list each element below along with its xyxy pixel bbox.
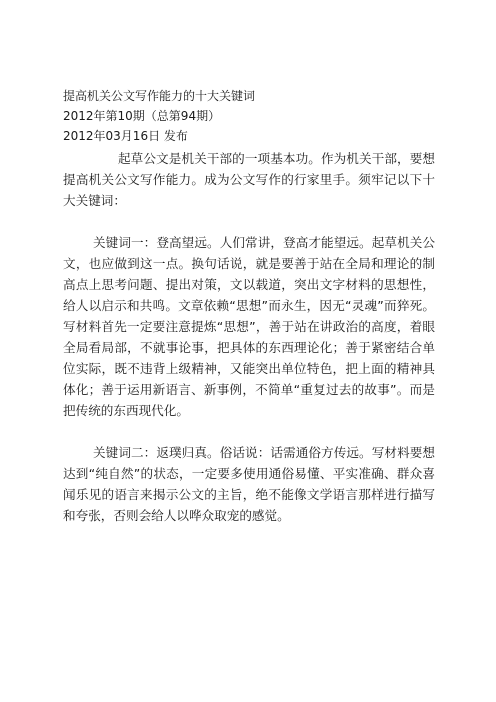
paragraph-spacer — [63, 421, 435, 442]
issue-number: 2012年第10期（总第94期） — [63, 109, 221, 123]
intro-paragraph: 起草公文是机关干部的一项基本功。作为机关干部，要想提高机关公文写作能力。成为公文写作的行家里手。须牢记以下十大关键词： — [63, 151, 435, 208]
document-page — [63, 88, 435, 526]
paragraph-spacer — [63, 211, 435, 232]
document-title: 提高机关公文写作能力的十大关键词 — [63, 89, 256, 103]
publish-date: 2012年03月16日 发布 — [63, 129, 188, 143]
keyword-paragraph-2: 关键词二：返璞归真。俗话说：话需通俗方传远。写材料要想达到“纯自然”的状态，一定要多使用通俗易懂、平实准确、群众喜闻乐见的语言来揭示公文的主旨，绝不能像文学语言那样进行描写和夸张，否则会给人以哗众取宠的感觉。 — [63, 445, 435, 523]
keyword-paragraph-1: 关键词一：登高望远。人们常讲，登高才能望远。起草机关公文，也应做到这一点。换句话说，就是要善于站在全局和理论的制高点上思考问题、提出对策，文以载道，突出文字材料的思想性，给人以启示和共鸣。文章依赖“思想”而永生，因无“灵魂”而猝死。写材料首先一定要注意提炼“思想”，善于站在讲政治的高度，着眼全局看局部，不就事论事，把具体的东西理论化；善于紧密结合单位实际，既不违背上级精神，又能突出单位特色，把上面的精神具体化；善于运用新语言、新事例，不简单“重复过去的故事”。而是把传统的东西现代化。 — [63, 235, 435, 418]
